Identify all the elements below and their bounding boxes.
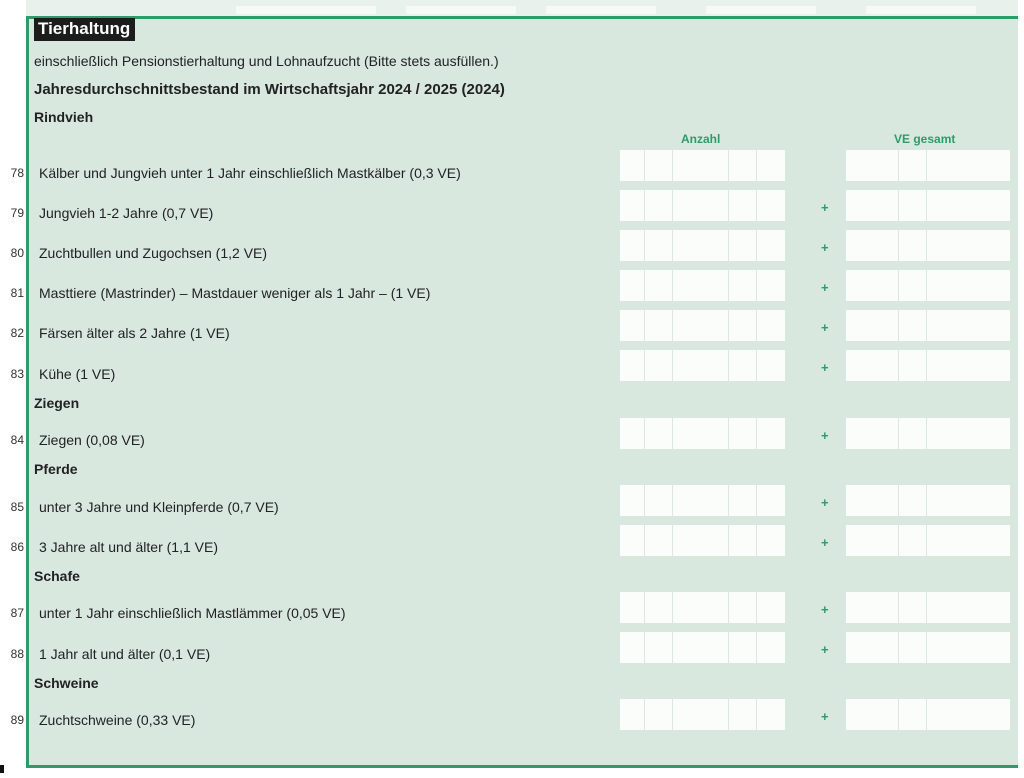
ve-total-input[interactable]	[846, 230, 1010, 261]
row-number: 88	[10, 647, 24, 661]
row-number: 87	[10, 606, 24, 620]
section-label-rindvieh: Rindvieh	[34, 109, 94, 125]
row-number: 80	[10, 246, 24, 260]
section-label-pferde: Pferde	[34, 461, 78, 477]
count-input[interactable]	[620, 310, 785, 341]
row-number: 81	[10, 286, 24, 300]
ve-total-input[interactable]	[846, 150, 1010, 181]
row-label: 1 Jahr alt und älter (0,1 VE)	[39, 646, 211, 662]
prev-field	[406, 6, 516, 14]
row-number: 79	[10, 206, 24, 220]
count-input[interactable]	[620, 270, 785, 301]
column-header-ve-total: VE gesamt	[894, 132, 956, 146]
count-input[interactable]	[620, 699, 785, 730]
row-number: 83	[10, 367, 24, 381]
row-label: Färsen älter als 2 Jahre (1 VE)	[39, 325, 230, 341]
plus-sign: +	[821, 535, 829, 550]
count-input[interactable]	[620, 190, 785, 221]
ve-total-input[interactable]	[846, 190, 1010, 221]
ve-total-input[interactable]	[846, 592, 1010, 623]
row-label: unter 3 Jahre und Kleinpferde (0,7 VE)	[39, 499, 279, 515]
plus-sign: +	[821, 280, 829, 295]
ve-total-input[interactable]	[846, 485, 1010, 516]
ve-total-input[interactable]	[846, 270, 1010, 301]
prev-field	[546, 6, 656, 14]
row-number: 86	[10, 540, 24, 554]
plus-sign: +	[821, 240, 829, 255]
plus-sign: +	[821, 320, 829, 335]
row-label: Jungvieh 1-2 Jahre (0,7 VE)	[39, 205, 214, 221]
plus-sign: +	[821, 360, 829, 375]
count-input[interactable]	[620, 632, 785, 663]
column-header-count: Anzahl	[681, 132, 721, 146]
ve-total-input[interactable]	[846, 632, 1010, 663]
section-title: Tierhaltung	[34, 18, 135, 41]
plus-sign: +	[821, 709, 829, 724]
plus-sign: +	[821, 642, 829, 657]
prev-field	[866, 6, 976, 14]
ve-total-input[interactable]	[846, 699, 1010, 730]
section-label-schweine: Schweine	[34, 675, 99, 691]
page-corner-mark	[0, 765, 4, 773]
row-number: 82	[10, 326, 24, 340]
count-input[interactable]	[620, 350, 785, 381]
section-label-ziegen: Ziegen	[34, 395, 80, 411]
ve-total-input[interactable]	[846, 350, 1010, 381]
count-input[interactable]	[620, 592, 785, 623]
row-number: 85	[10, 500, 24, 514]
row-label: Kälber und Jungvieh unter 1 Jahr einschließlich Mastkälber (0,3 VE)	[39, 165, 461, 181]
section-intro: einschließlich Pensionstierhaltung und Lohnaufzucht (Bitte stets ausfüllen.)	[34, 53, 499, 69]
prev-field	[236, 6, 376, 14]
ve-total-input[interactable]	[846, 310, 1010, 341]
plus-sign: +	[821, 428, 829, 443]
ve-total-input[interactable]	[846, 525, 1010, 556]
plus-sign: +	[821, 495, 829, 510]
row-label: Ziegen (0,08 VE)	[39, 432, 145, 448]
plus-sign: +	[821, 602, 829, 617]
previous-section-strip	[26, 0, 1018, 16]
row-number: 78	[10, 166, 24, 180]
count-input[interactable]	[620, 418, 785, 449]
ve-total-input[interactable]	[846, 418, 1010, 449]
average-stock-heading: Jahresdurchschnittsbestand im Wirtschaftsjahr 2024 / 2025 (2024)	[34, 81, 505, 98]
count-input[interactable]	[620, 150, 785, 181]
row-number: 89	[10, 713, 24, 727]
count-input[interactable]	[620, 230, 785, 261]
section-label-schafe: Schafe	[34, 568, 80, 584]
count-input[interactable]	[620, 485, 785, 516]
count-input[interactable]	[620, 525, 785, 556]
row-label: Masttiere (Mastrinder) – Mastdauer weniger als 1 Jahr – (1 VE)	[39, 285, 431, 301]
row-label: Zuchtbullen und Zugochsen (1,2 VE)	[39, 245, 268, 261]
row-label: Kühe (1 VE)	[39, 366, 116, 382]
row-number: 84	[10, 433, 24, 447]
row-label: 3 Jahre alt und älter (1,1 VE)	[39, 539, 218, 555]
row-label: unter 1 Jahr einschließlich Mastlämmer (0,05 VE)	[39, 605, 346, 621]
prev-field	[706, 6, 816, 14]
row-label: Zuchtschweine (0,33 VE)	[39, 712, 196, 728]
plus-sign: +	[821, 200, 829, 215]
